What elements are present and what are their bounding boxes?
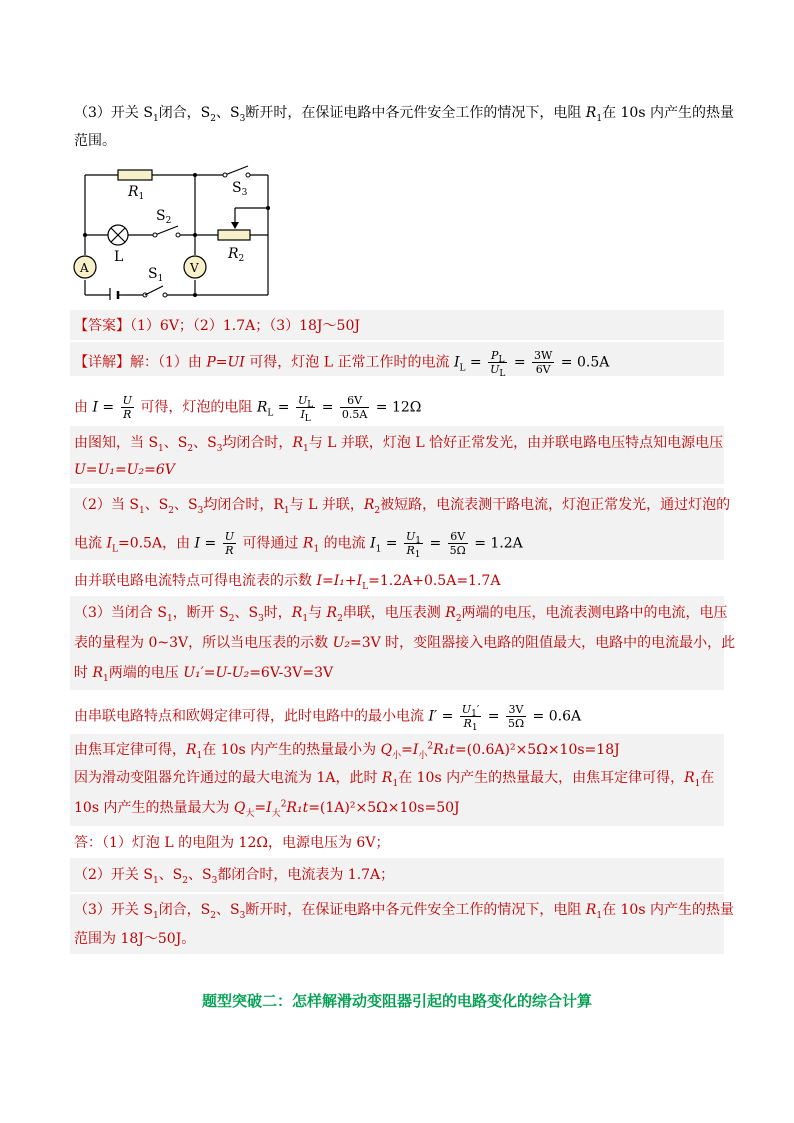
label-s3: $S_3$ (232, 180, 248, 198)
question-line-2: 范围。 (74, 133, 116, 149)
detail-p6: （3）当闭合 $S_1$，断开 $S_2$、$S_3$时，$R_1$与 $R_2$串联，电压表测 $R_2$两端的电压，电流表测电路中的电流，电压 (74, 605, 728, 624)
label-s1: $S_1$ (148, 266, 164, 284)
answer-label: 【答案】 (74, 318, 130, 334)
label-s2: $S_2$ (156, 208, 172, 226)
detail-p4: （2）当 $S_1$、$S_2$、$S_3$均闭合时，$R_1$与 L 并联，$R_2$被短路，电流表测干路电流，灯泡正常发光，通过灯泡的 (74, 497, 731, 516)
section-title: 题型突破二：怎样解滑动变阻器引起的电路变化的综合计算 (201, 992, 592, 1010)
circuit-diagram (70, 160, 280, 300)
final-answer-3: （3）开关 $S_1$闭合，$S_2$、$S_3$断开时，在保证电路中各元件安全工作的情况下，电阻 $R_1$在 10s 内产生的热量 (74, 902, 734, 921)
final-answer-1: 答：（1）灯泡 L 的电阻为 12Ω，电源电压为 6V； (74, 835, 390, 851)
detail-p3-line2: U=U₁=U₂=6V (74, 462, 175, 478)
ammeter-icon: A (80, 261, 89, 275)
answer-line (74, 316, 360, 336)
final-answer-3-line2: 范围为 18J～50J。 (74, 931, 196, 947)
detail-p4-line2: 电流 $I_L=0.5A$，由 I = $\frac{U}{R}$ 可得通过 $R_1$ 的电流 $I_1$ = $\frac{U_1}{R_1}$ = $\frac{6V}{5\Omega}$ = 1.2A (74, 530, 523, 561)
detail-p7: 由串联电路特点和欧姆定律可得，此时电路中的最小电流 I′ = $\frac{U_1'}{R_1}$ = $\frac{3V}{5\Omega}$ = 0.6A (74, 703, 582, 734)
detail-p9: 因为滑动变阻器允许通过的最大电流为 1A，此时 $R_1$在 10s 内产生的热量最大，由焦耳定律可得，$R_1$在 (74, 770, 715, 789)
detail-p2: 由 I = $\frac{U}{R}$ 可得，灯泡的电阻 $R_L$ = $\frac{U_L}{I_L}$ = $\frac{6V}{0.5A}$ = 12Ω (74, 394, 422, 425)
detail-p1: 【详解】解：（1）由 P=UI 可得，灯泡 L 正常工作时的电流 $I_L$ = $\frac{P_L}{U_L}$ = $\frac{3W}{6V}$ = 0.5A (74, 349, 610, 380)
detail-p9-line2: 10s 内产生的热量最大为 $Q_大=I_大^2R_1t=(1A)^2\times 5\Omega\times 10s=50J$ (74, 799, 460, 819)
label-r1: $R_1$ (128, 184, 145, 202)
label-r2: $R_2$ (228, 246, 245, 264)
final-answer-2: （2）开关 $S_1$、$S_2$、$S_3$都闭合时，电流表为 1.7A； (74, 867, 395, 886)
voltmeter-icon: V (190, 261, 199, 275)
detail-p8: 由焦耳定律可得，$R_1$在 10s 内产生的热量最小为 $Q_小=I_小^2R_1t=(0.6A)^2\times 5\Omega\times 10s=18J$ (74, 741, 620, 761)
detail-p3: 由图知，当 $S_1$、$S_2$、$S_3$均闭合时，$R_1$与 L 并联，灯泡 L 恰好正常发光，由并联电路电压特点知电源电压 (74, 435, 724, 454)
question-line-1: （3）开关 $S_1$闭合，$S_2$、$S_3$断开时，在保证电路中各元件安全工作的情况下，电阻 $R_1$在 10s 内产生的热量 (74, 105, 734, 124)
detail-p5: 由并联电路电流特点可得电流表的示数 $I=I_1+I_L=1.2A+0.5A=1.7A$ (74, 573, 501, 592)
detail-p6-line2: 表的量程为 0~3V，所以当电压表的示数 U₂=3V 时，变阻器接入电路的阻值最大，电路中的电流最小，此 (74, 635, 736, 651)
answer-text: （1）6V；（2）1.7A；（3）18J～50J (130, 318, 360, 334)
label-lamp: L (114, 249, 124, 265)
detail-p6-line3: 时 $R_1$两端的电压 U₁′=U-U₂=6V-3V=3V (74, 665, 334, 684)
